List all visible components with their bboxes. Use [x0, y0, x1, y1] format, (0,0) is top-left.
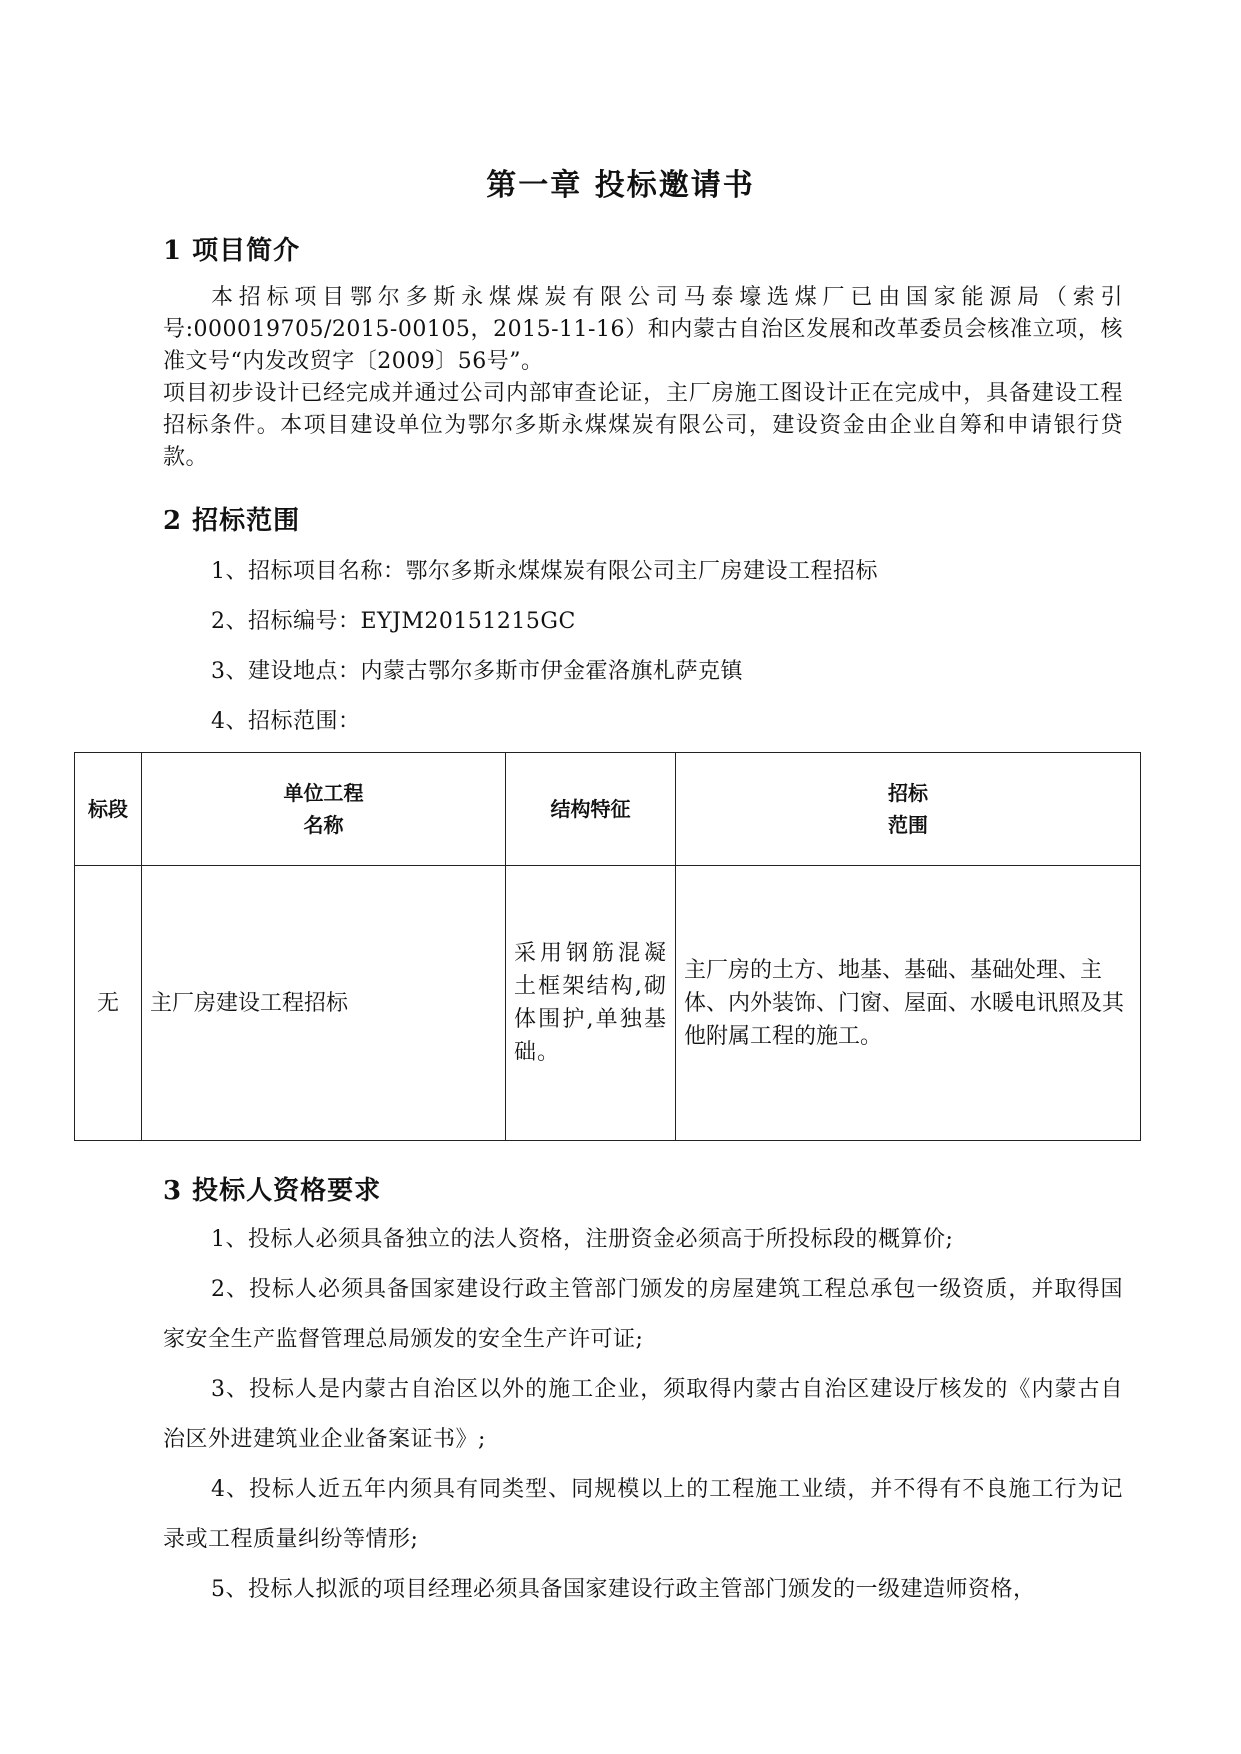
header-scope — [676, 753, 1141, 866]
header-unit-name-line-2: 名称 — [303, 813, 344, 837]
cell-segment: 无 — [75, 866, 142, 1141]
section-heading-bid-scope: 2 招标范围 — [163, 506, 301, 536]
chapter-title: 第一章 投标邀请书 — [486, 168, 755, 203]
cell-unit-name: 主厂房建设工程招标 — [142, 866, 506, 1141]
cell-structure: 采用钢筋混凝土框架结构,砌体围护,单独基础。 — [506, 866, 676, 1141]
header-segment-label: 标段 — [88, 797, 128, 821]
qualification-item-1: 1、投标人必须具备独立的法人资格，注册资金必须高于所投标段的概算价; — [211, 1227, 954, 1252]
header-structure-label: 结构特征 — [550, 797, 631, 821]
header-structure — [506, 753, 676, 866]
header-scope-line-2: 范围 — [888, 813, 928, 837]
table-header-row — [75, 753, 1141, 866]
bid-scope-item-location: 3、建设地点：内蒙古鄂尔多斯市伊金霍洛旗札萨克镇 — [211, 659, 743, 684]
section-heading-bidder-qualifications: 3 投标人资格要求 — [163, 1176, 382, 1206]
cell-scope: 主厂房的土方、地基、基础、基础处理、主体、内外装饰、门窗、屋面、水暖电讯照及其他附属工程的施工。 — [676, 866, 1141, 1141]
table-row — [75, 866, 1141, 1141]
project-intro-paragraph-1: 本招标项目鄂尔多斯永煤煤炭有限公司马泰壕选煤厂已由国家能源局（索引号:000019705/2015-00105，2015-11-16）和内蒙古自治区发展和改革委员会核准立项，核准文号“内发改贸字〔2009〕56号”。 — [163, 285, 1123, 374]
bid-scope-table — [74, 752, 1141, 1141]
bid-scope-item-range: 4、招标范围： — [211, 709, 361, 734]
qualification-item-4: 4、投标人近五年内须具有同类型、同规模以上的工程施工业绩，并不得有不良施工行为记录或工程质量纠纷等情形; — [163, 1477, 1123, 1552]
section-heading-project-intro: 1 项目简介 — [163, 236, 301, 266]
qualification-item-3: 3、投标人是内蒙古自治区以外的施工企业，须取得内蒙古自治区建设厅核发的《内蒙古自治区外进建筑业企业备案证书》; — [163, 1377, 1123, 1452]
bid-scope-item-number: 2、招标编号：EYJM20151215GC — [211, 609, 576, 634]
qualification-item-2: 2、投标人必须具备国家建设行政主管部门颁发的房屋建筑工程总承包一级资质，并取得国家安全生产监督管理总局颁发的安全生产许可证; — [163, 1277, 1123, 1352]
bid-scope-item-name: 1、招标项目名称：鄂尔多斯永煤煤炭有限公司主厂房建设工程招标 — [211, 559, 878, 584]
header-unit-name-line-1: 单位工程 — [283, 781, 364, 805]
header-segment — [75, 753, 142, 866]
header-unit-name — [142, 753, 506, 866]
qualification-item-5: 5、投标人拟派的项目经理必须具备国家建设行政主管部门颁发的一级建造师资格， — [211, 1577, 1036, 1602]
project-intro-paragraph-2: 项目初步设计已经完成并通过公司内部审查论证，主厂房施工图设计正在完成中，具备建设工程招标条件。本项目建设单位为鄂尔多斯永煤煤炭有限公司，建设资金由企业自筹和申请银行贷款。 — [163, 381, 1123, 470]
header-scope-line-1: 招标 — [888, 781, 928, 805]
